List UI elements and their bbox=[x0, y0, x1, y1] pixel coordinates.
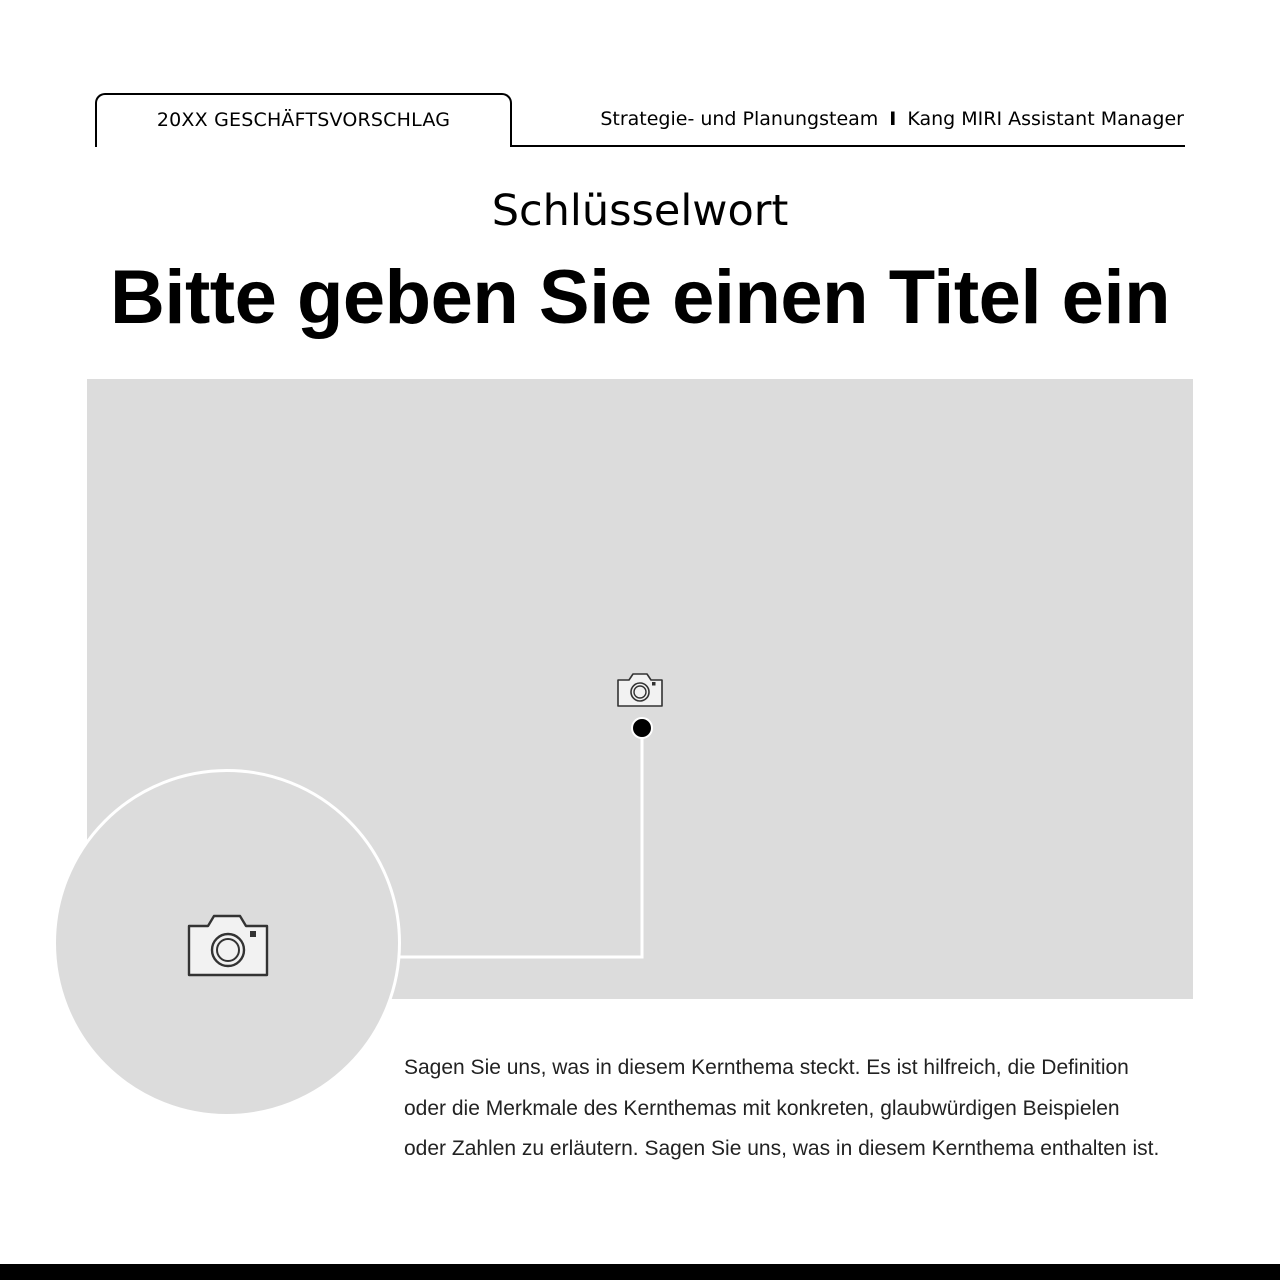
callout-dot bbox=[631, 717, 653, 739]
header-divider bbox=[511, 145, 1185, 147]
team-name: Strategie- und Planungsteam bbox=[600, 108, 879, 130]
author-name: Kang MIRI Assistant Manager bbox=[907, 108, 1184, 130]
page-title: Bitte geben Sie einen Titel ein bbox=[109, 255, 1170, 340]
header-tab bbox=[95, 93, 512, 147]
description-line: Sagen Sie uns, was in diesem Kernthema steckt. Es ist hilfreich, die Definition bbox=[404, 1056, 1129, 1079]
keyword-subtitle: Schlüsselwort bbox=[491, 186, 789, 236]
description-text bbox=[404, 1048, 1224, 1170]
camera-icon[interactable] bbox=[186, 912, 270, 978]
header-separator: I bbox=[889, 108, 897, 130]
footer-bar bbox=[0, 1264, 1280, 1280]
description-line: oder die Merkmale des Kernthemas mit konkreten, glaubwürdigen Beispielen bbox=[404, 1096, 1120, 1120]
header-info bbox=[600, 108, 1184, 130]
proposal-label: 20XX GESCHÄFTSVORSCHLAG bbox=[156, 109, 451, 131]
camera-icon[interactable] bbox=[616, 670, 664, 708]
description-line: oder Zahlen zu erläutern. Sagen Sie uns, was in diesem Kernthema enthalten ist. bbox=[404, 1137, 1160, 1160]
